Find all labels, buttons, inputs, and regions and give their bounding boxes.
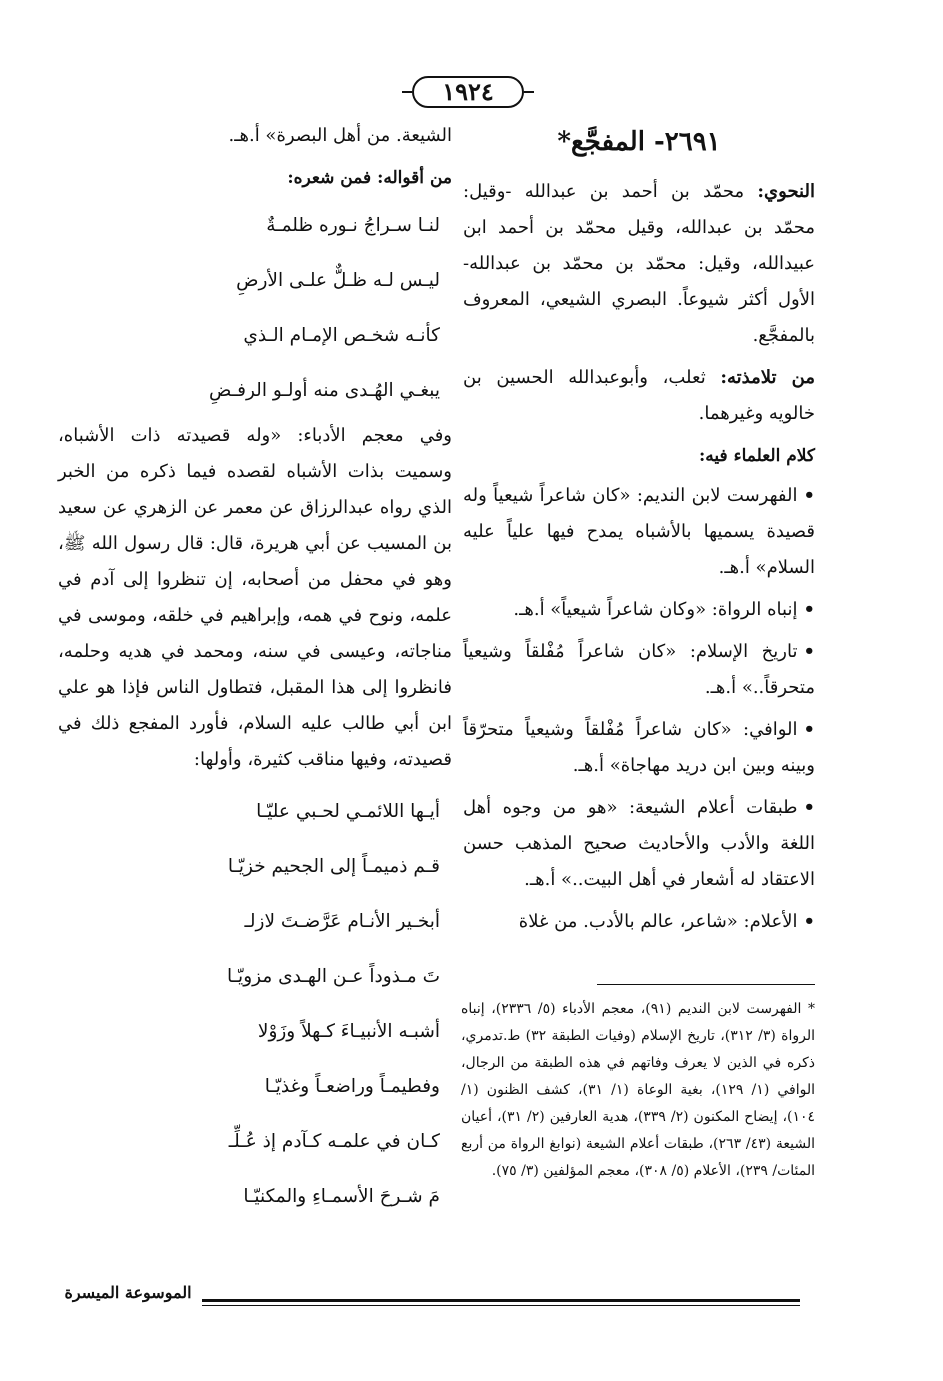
bullet-icon: • xyxy=(803,641,815,662)
page-number: ١٩٢٤ xyxy=(412,76,524,108)
quote-item xyxy=(463,634,815,706)
footer-rule-thin xyxy=(202,1305,800,1306)
quote-item xyxy=(463,904,815,940)
verse-line: ليـس لـه ظـلٌّ علـى الأرضِ xyxy=(236,270,440,291)
verse-line: أشبـه الأنبيـاءَ كـهلاً وزَوْلا xyxy=(257,1021,440,1042)
students-text: ثعلب، وأبوعبدالله الحسين بن خالويه وغيرهما. xyxy=(463,367,815,424)
quote-item xyxy=(463,790,815,898)
footer-rule xyxy=(202,1299,800,1302)
intro-label: النحوي: xyxy=(757,181,815,202)
continuation-text: الشيعة. من أهل البصرة» أ.هـ. xyxy=(228,125,452,146)
verse-line: تَ مـذوداً عـن الهـدى مزويّـا xyxy=(226,966,440,987)
verse-line: يبغـي الهُـدى منه أولـو الرفـضِ xyxy=(209,380,440,401)
entry-title: ٢٦٩١- المفجَّع* xyxy=(557,127,721,157)
bullet-icon: • xyxy=(803,485,815,506)
bullet-icon: • xyxy=(803,797,815,818)
students-paragraph xyxy=(463,360,815,432)
intro-paragraph xyxy=(463,174,815,354)
verse-line: قـم ذميمـاً إلى الجحيم خزيّـا xyxy=(227,856,440,877)
quote-text: طبقات أعلام الشيعة: «هو من وجوه أهل اللغة والأدب والأحاديث صحيح المذهب حسن الاعتقاد له أشعار في أهل البيت..» أ.هـ. xyxy=(463,797,815,890)
verse-line: مَ شـرحَ الأسمـاءِ والمكنيّـا xyxy=(243,1186,440,1207)
quote-item xyxy=(463,478,815,586)
verse-line: أبخـير الأنـام عَرَّضـتَ لازلـ xyxy=(244,911,440,932)
bullet-icon: • xyxy=(803,911,815,932)
students-label: من تلامذته: xyxy=(720,367,815,388)
prose-paragraph: وفي معجم الأدباء: «وله قصيدته ذات الأشباه، وسميت بذات الأشباه لقصده فيما ذكره من الخبر الذي رواه عبدالرزاق عن معمر عن الزهري عن سعيد بن المسيب عن أبي هريرة، قال: قال رسول الله ﷺ، وهو في محفل من أصحابه، إن تنظروا إلى آدم في علمه، ونوح في همه، وإبراهيم في خلقه، وموسى في مناجاته، وعيسى في سنه، ومحمد في هديه وحلمه، فانظروا إلى هذا المقبل، فتطاول الناس فإذا هو علي ابن أبي طالب عليه السلام، فأورد المفجع ذلك في قصيدته، وفيها مناقب كثيرة، وأولها: xyxy=(58,425,452,770)
quote-text: الفهرست لابن النديم: «كان شاعراً شيعياً وله قصيدة يسميها بالأشباه يمدح فيها علياً عليه السلام» أ.هـ. xyxy=(463,485,815,578)
left-column xyxy=(58,118,452,1224)
right-column xyxy=(463,118,815,946)
verse-line: كأنـه شخـص الإمـام الـذي xyxy=(243,325,440,346)
footnote-divider xyxy=(597,984,815,985)
quote-text: الأعلام: «شاعر، عالم بالأدب. من غلاة xyxy=(518,911,798,932)
bullet-icon: • xyxy=(803,719,815,740)
scholars-heading: كلام العلماء فيه: xyxy=(699,446,815,466)
quote-text: الوافي: «كان شاعراً مُفْلقاً وشيعياً متحرّقاً وبينه وبين ابن دريد مهاجاة» أ.هـ. xyxy=(463,719,815,776)
quote-text: تاريخ الإسلام: «كان شاعراً مُفْلقاً وشيعياً متحرقاً..» أ.هـ. xyxy=(463,641,815,698)
verse-line: لنـا سـراجُ نـوره ظلمـةٌ xyxy=(266,215,440,236)
quote-text: إنباه الرواة: «وكان شاعراً شيعياً» أ.هـ. xyxy=(513,599,798,620)
bullet-icon: • xyxy=(803,599,815,620)
footnotes: * الفهرست لابن النديم (٩١)، معجم الأدباء (٥/ ٢٣٣٦)، إنباه الرواة (٣/ ٣١٢)، تاريخ الإسلام (وفيات الطبقة ٣٢) ط.تدمري، ذكره في الذين لا يعرف وفاتهم في هذه الطبقة من الرجال، الوافي (١/ ١٢٩)، بغية الوعاة (١/ ٣١)، كشف الظنون (١/ ١٠٤)، إيضاح المكنون (٢/ ٣٣٩)، هدية العارفين (٢/ ٣١)، أعيان الشيعة (٤٣/ ٢٦٣)، طبقات أعلام الشيعة (نوابغ الرواة من أربع المئات/ ٢٣٩)، الأعلام (٥/ ٣٠٨)، معجم المؤلفين (٣/ ٧٥). xyxy=(461,1001,816,1179)
intro-text: محمّد بن أحمد بن عبدالله -وقيل: محمّد بن عبدالله، وقيل محمّد بن أحمد ابن عبيدالله، وقيل: محمّد بن محمّد بن عبدالله- الأول أكثر شيوعاً. البصري الشيعي، المعروف بالمفجَّع. xyxy=(463,181,815,346)
quote-item xyxy=(463,712,815,784)
verse-line: كـان في علمـه كـآدم إذ عُـلِّـ xyxy=(228,1131,440,1152)
verse-line: أيـها اللائمـي لحـبي عليّـا xyxy=(256,801,440,822)
verse-line: وفطيمـاً وراضعـاً وغذيّـا xyxy=(264,1076,440,1097)
sayings-heading: من أقواله: فمن شعره: xyxy=(287,168,452,188)
footer-title: الموسوعة الميسرة xyxy=(64,1283,192,1302)
quote-item xyxy=(463,592,815,628)
